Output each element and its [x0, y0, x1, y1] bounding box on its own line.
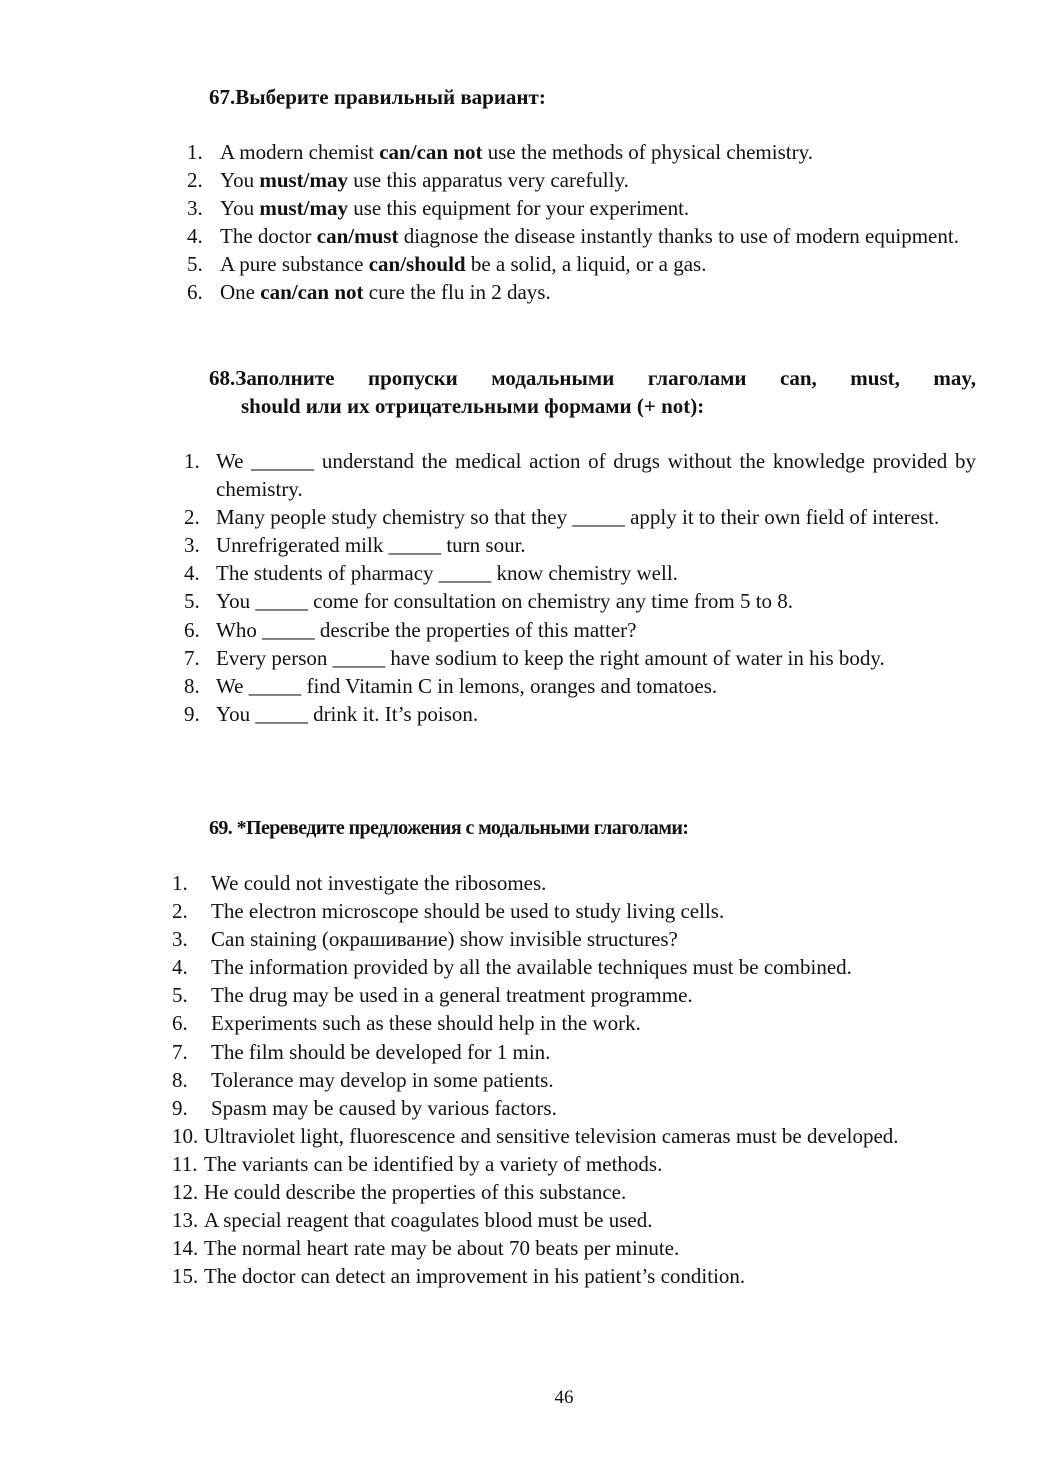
- item-number: 4.: [172, 955, 188, 980]
- exercise-69-item: 9. Spasm may be caused by various factors.: [172, 1094, 976, 1122]
- exercise-69-item: 3. Can staining (окрашивание) show invisible structures?: [172, 925, 976, 953]
- item-number: 4.: [184, 561, 200, 586]
- item-number: 6.: [172, 1011, 188, 1036]
- exercise-69-item: 6. Experiments such as these should help in the work.: [172, 1009, 976, 1037]
- item-number: 1.: [172, 871, 188, 895]
- exercise-67-item: 2. You must/may use this apparatus very carefully.: [187, 166, 976, 194]
- modal-choice: must/may: [259, 196, 348, 221]
- exercise-67-list: [187, 138, 976, 307]
- exercise-69-item: 11. The variants can be identified by a variety of methods.: [172, 1150, 976, 1178]
- exercise-68-item: 7. Every person _____ have sodium to keep the right amount of water in his body.: [184, 644, 976, 672]
- exercise-68-item: 2. Many people study chemistry so that they _____ apply it to their own field of interest.: [184, 503, 976, 531]
- item-number: 15.: [172, 1264, 199, 1289]
- exercise-69-list: [172, 869, 976, 1290]
- exercise-68-item: 1. We ______ understand the medical action of drugs without the knowledge provided by chemistry.: [184, 449, 976, 502]
- item-number: 7.: [184, 645, 200, 670]
- exercise-69-item: 5. The drug may be used in a general treatment programme.: [172, 981, 976, 1009]
- exercise-69-item: 1. We could not investigate the ribosomes.: [172, 869, 976, 897]
- item-number: 2.: [187, 168, 203, 193]
- exercise-69-heading: 69. *Переведите предложения с модальными глаголами:: [209, 817, 689, 839]
- exercise-67-item: 3. You must/may use this equipment for your experiment.: [187, 194, 976, 222]
- exercise-69-item: 13. A special reagent that coagulates blood must be used.: [172, 1206, 976, 1234]
- heading-line: 68.Заполните пропуски модальными глаголами can, must, may,: [209, 366, 976, 390]
- item-number: 1.: [187, 140, 203, 164]
- item-number: 14.: [172, 1236, 199, 1261]
- item-number: 6.: [184, 617, 200, 642]
- exercise-69-item: 7. The film should be developed for 1 min.: [172, 1038, 976, 1066]
- item-number: 9.: [184, 701, 200, 726]
- modal-choice: can/must: [316, 224, 399, 249]
- item-number: 12.: [172, 1180, 199, 1205]
- item-number: 9.: [172, 1095, 188, 1120]
- exercise-68-item: 3. Unrefrigerated milk _____ turn sour.: [184, 531, 976, 559]
- item-number: 5.: [172, 983, 188, 1008]
- item-number: 8.: [184, 673, 200, 698]
- heading-line: should или их отрицательными формами (+ not):: [241, 394, 705, 418]
- exercise-69-item: 14. The normal heart rate may be about 70 beats per minute.: [172, 1234, 976, 1262]
- item-number: 6.: [187, 280, 203, 305]
- item-number: 1.: [184, 449, 200, 473]
- exercise-68-item: 4. The students of pharmacy _____ know chemistry well.: [184, 559, 976, 587]
- exercise-67-item: 5. A pure substance can/should be a solid, a liquid, or a gas.: [187, 250, 976, 278]
- exercise-68-item: 8. We _____ find Vitamin C in lemons, oranges and tomatoes.: [184, 672, 976, 700]
- exercise-69-item: 2. The electron microscope should be used to study living cells.: [172, 897, 976, 925]
- item-number: 11.: [172, 1151, 198, 1176]
- exercise-68-item: 9. You _____ drink it. It’s poison.: [184, 700, 976, 728]
- item-number: 7.: [172, 1039, 188, 1064]
- modal-choice: can/should: [368, 252, 466, 277]
- exercise-67-item: 6. One can/can not cure the flu in 2 days.: [187, 278, 976, 306]
- item-number: 2.: [184, 505, 200, 530]
- item-number: 3.: [187, 196, 203, 221]
- item-number: 3.: [172, 927, 188, 952]
- exercise-68-list: [184, 447, 976, 728]
- modal-choice: can/can not: [260, 280, 364, 305]
- exercise-69-item: 12. He could describe the properties of this substance.: [172, 1178, 976, 1206]
- item-number: 10.: [172, 1123, 199, 1148]
- item-number: 8.: [172, 1067, 188, 1092]
- exercise-67-item: 1. A modern chemist can/can not use the methods of physical chemistry.: [187, 138, 976, 166]
- exercise-69-item: 10. Ultraviolet light, fluorescence and sensitive television cameras must be developed.: [172, 1122, 976, 1150]
- exercise-68-item: 6. Who _____ describe the properties of this matter?: [184, 616, 976, 644]
- modal-choice: must/may: [259, 168, 348, 193]
- exercise-69-item: 8. Tolerance may develop in some patients.: [172, 1066, 976, 1094]
- exercise-68-item: 5. You _____ come for consultation on chemistry any time from 5 to 8.: [184, 587, 976, 615]
- item-number: 2.: [172, 899, 188, 924]
- item-number: 5.: [187, 252, 203, 277]
- exercise-67-item: 4. The doctor can/must diagnose the disease instantly thanks to use of modern equipment.: [187, 222, 976, 250]
- item-number: 4.: [187, 224, 203, 249]
- page-number: 46: [554, 1387, 574, 1408]
- item-number: 3.: [184, 533, 200, 558]
- exercise-67-heading: 67.Выберите правильный вариант:: [209, 85, 546, 109]
- exercise-68-heading: [209, 364, 976, 420]
- modal-choice: can/can not: [379, 140, 483, 164]
- item-number: 13.: [172, 1208, 199, 1233]
- item-number: 5.: [184, 589, 200, 614]
- exercise-69-item: 4. The information provided by all the available techniques must be combined.: [172, 953, 976, 981]
- exercise-69-item: 15. The doctor can detect an improvement in his patient’s condition.: [172, 1262, 976, 1290]
